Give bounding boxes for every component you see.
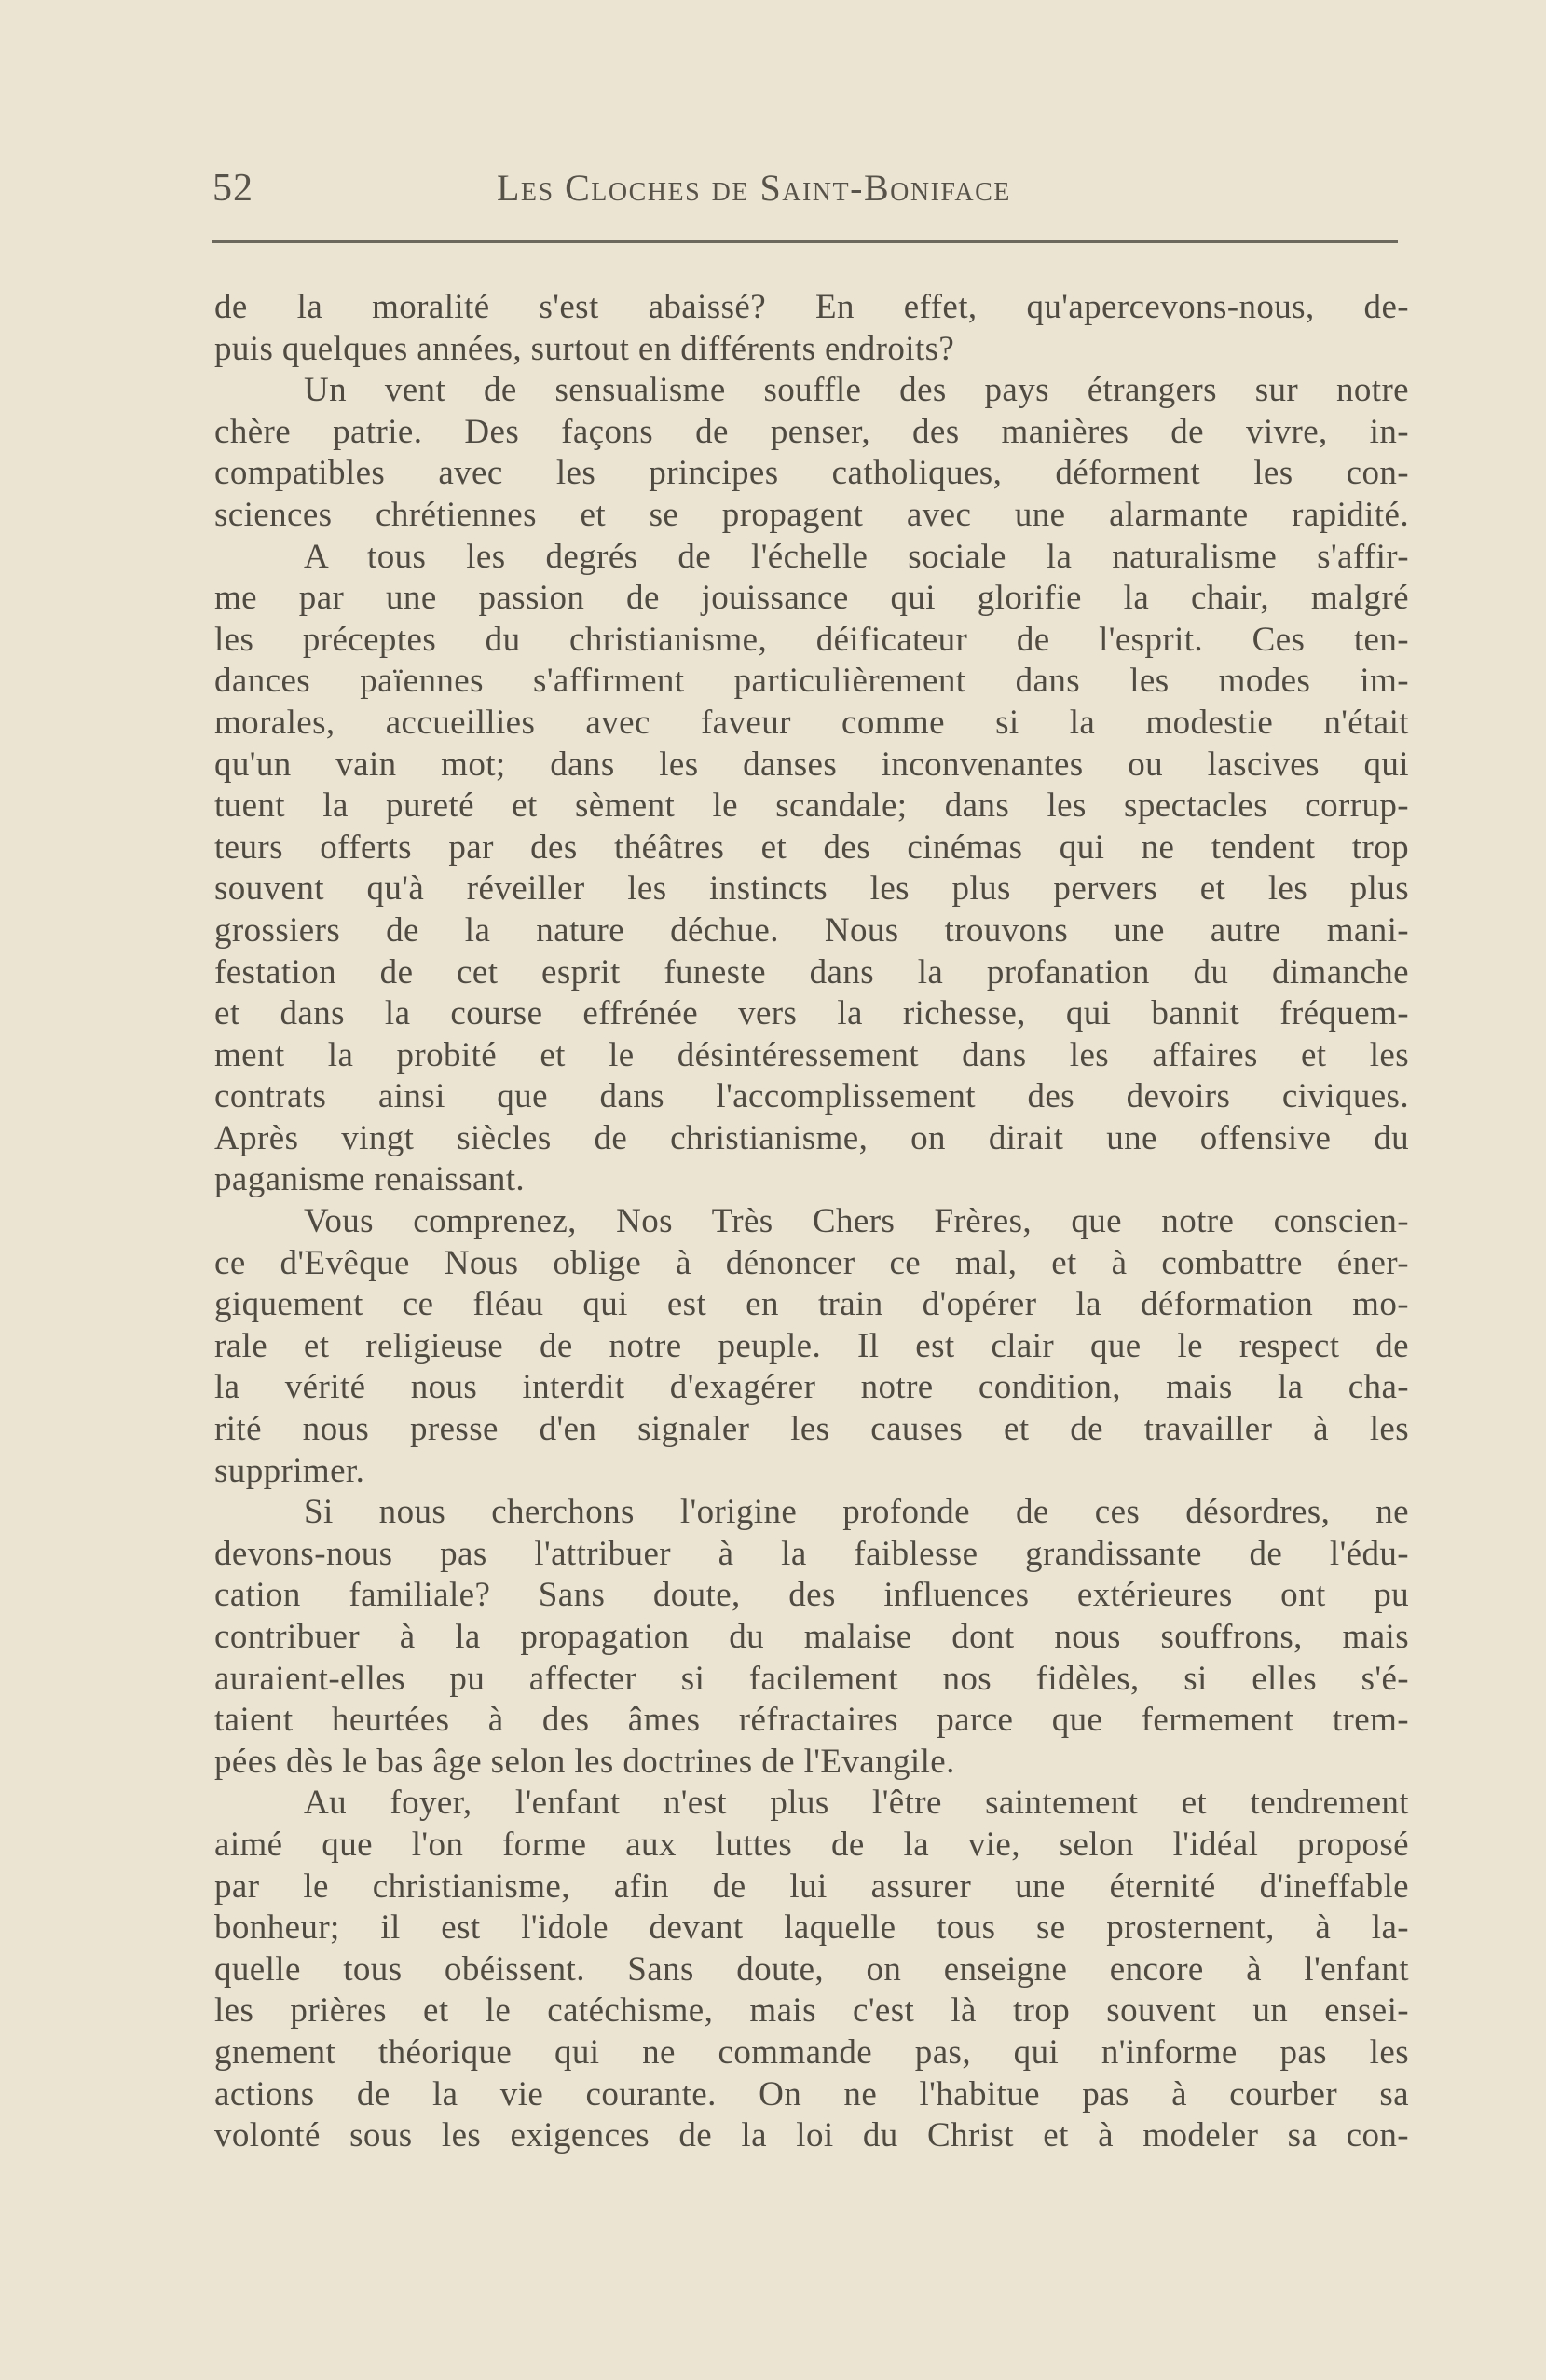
text-line: rité nous presse d'en signaler les causes et de travailler à les <box>214 1410 1409 1449</box>
text-line: puis quelques années, surtout en différents endroits? <box>214 329 955 368</box>
text-line: contrats ainsi que dans l'accomplissement des devoirs civiques. <box>214 1077 1409 1116</box>
text-line: supprimer. <box>214 1451 365 1490</box>
running-title: Les Cloches de Saint-Boniface <box>497 167 1011 209</box>
header-rule <box>212 240 1398 243</box>
text-line: devons-nous pas l'attribuer à la faiblesse grandissante de l'édu- <box>214 1534 1409 1573</box>
text-line: teurs offerts par des théâtres et des cinémas qui ne tendent trop <box>214 828 1409 867</box>
text-line: Au foyer, l'enfant n'est plus l'être saintement et tendrement <box>304 1784 1409 1823</box>
text-line: aimé que l'on forme aux luttes de la vie, selon l'idéal proposé <box>214 1825 1409 1864</box>
text-line: A tous les degrés de l'échelle sociale la naturalisme s'affir- <box>304 537 1409 576</box>
text-line: gnement théorique qui ne commande pas, qui n'informe pas les <box>214 2032 1409 2072</box>
text-line: ce d'Evêque Nous oblige à dénoncer ce mal, et à combattre éner- <box>214 1243 1409 1282</box>
text-line: ment la probité et le désintéressement dans les affaires et les <box>214 1035 1409 1074</box>
text-line: dances païennes s'affirment particulièrement dans les modes im- <box>214 662 1409 701</box>
text-line: actions de la vie courante. On ne l'habitue pas à courber sa <box>214 2074 1409 2113</box>
text-line: Si nous cherchons l'origine profonde de ces désordres, ne <box>304 1493 1409 1532</box>
text-line: tuent la pureté et sèment le scandale; dans les spectacles corrup- <box>214 786 1409 826</box>
text-line: les prières et le catéchisme, mais c'est là trop souvent un ensei- <box>214 1991 1409 2031</box>
text-line: grossiers de la nature déchue. Nous trouvons une autre mani- <box>214 910 1409 950</box>
text-line: paganisme renaissant. <box>214 1160 526 1199</box>
text-line: cation familiale? Sans doute, des influences extérieures ont pu <box>214 1576 1409 1615</box>
body-text <box>214 287 1409 2157</box>
text-line: taient heurtées à des âmes réfractaires parce que fermement trem- <box>214 1701 1409 1740</box>
text-line: et dans la course effrénée vers la richesse, qui bannit fréquem- <box>214 994 1409 1033</box>
text-line: les préceptes du christianisme, déificateur de l'esprit. Ces ten- <box>214 620 1409 659</box>
text-line: de la moralité s'est abaissé? En effet, qu'apercevons-nous, de- <box>214 288 1409 326</box>
text-line: bonheur; il est l'idole devant laquelle tous se prosternent, à la- <box>214 1908 1409 1948</box>
text-line: rale et religieuse de notre peuple. Il est clair que le respect de <box>214 1326 1409 1365</box>
text-line: Un vent de sensualisme souffle des pays étrangers sur notre <box>304 371 1409 410</box>
text-line: compatibles avec les principes catholiques, déforment les con- <box>214 454 1409 493</box>
page-number: 52 <box>212 167 253 210</box>
text-line: giquement ce fléau qui est en train d'opérer la déformation mo- <box>214 1285 1409 1324</box>
text-line: pées dès le bas âge selon les doctrines de l'Evangile. <box>214 1742 955 1781</box>
text-line: par le christianisme, afin de lui assurer une éternité d'ineffable <box>214 1867 1409 1906</box>
text-line: sciences chrétiennes et se propagent avec une alarmante rapidité. <box>214 495 1409 534</box>
text-line: festation de cet esprit funeste dans la profanation du dimanche <box>214 952 1409 992</box>
text-line: me par une passion de jouissance qui glorifie la chair, malgré <box>214 579 1409 618</box>
text-line: auraient-elles pu affecter si facilement nos fidèles, si elles s'é- <box>214 1659 1409 1698</box>
text-line: souvent qu'à réveiller les instincts les plus pervers et les plus <box>214 869 1409 909</box>
text-line: contribuer à la propagation du malaise dont nous souffrons, mais <box>214 1618 1409 1656</box>
text-line: qu'un vain mot; dans les danses inconvenantes ou lascives qui <box>214 745 1409 784</box>
text-line: la vérité nous interdit d'exagérer notre condition, mais la cha- <box>214 1368 1409 1407</box>
text-line: Après vingt siècles de christianisme, on dirait une offensive du <box>214 1118 1409 1157</box>
text-line: morales, accueillies avec faveur comme si la modestie n'était <box>214 703 1409 742</box>
text-line: quelle tous obéissent. Sans doute, on enseigne encore à l'enfant <box>214 1949 1409 1989</box>
page-header <box>212 166 1398 222</box>
text-line: volonté sous les exigences de la loi du Christ et à modeler sa con- <box>214 2116 1409 2155</box>
text-line: Vous comprenez, Nos Très Chers Frères, que notre conscien- <box>304 1202 1409 1241</box>
text-line: chère patrie. Des façons de penser, des manières de vivre, in- <box>214 412 1409 451</box>
